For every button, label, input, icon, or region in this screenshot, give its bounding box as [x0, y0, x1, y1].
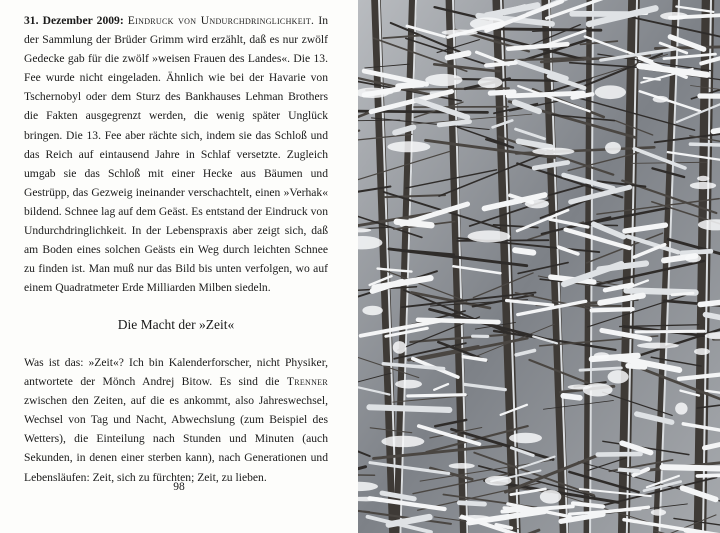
entry-body: In der Sammlung der Brüder Grimm wird erzählt, daß es nur zwölf Gedecke gab für die zwölf »weisen Frauen des Landes«. Die 13. Fee wurde nicht eingeladen. Ähnlich wie bei der Havarie von Tschernobyl oder dem Sturz des Bankhauses Lehman Brothers die Fakten ausgegrenzt werden, die wenig später Unglück bringen. Die 13. Fee aber rächte sich, indem sie das Schloß und das Reich auf eintausend Jahre in Schlaf versetzte. Zugleich umgab sie das Schloß mit einer Hecke aus Bäumen und Gestrüpp, das Gezweig ineinander verschachtelt, einen »Verhak« bildend. Schnee lag auf dem Geäst. Es entstand der Eindruck von Undurchdringlichkeit. In der Lebenspraxis aber zeigt sich, daß am Boden eines solchen Geästs ein Weg durch leichten Schnee zu finden ist. Man muß nur das Bild bis unten verfolgen, wo auf einem Quadratmeter Erde Milliarden Milben siedeln. [24, 14, 328, 295]
snow-clump [540, 490, 561, 504]
snow-on-branch [515, 250, 533, 252]
snow-on-branch [439, 121, 469, 124]
snow-clump [690, 182, 716, 189]
snow-clump [675, 402, 687, 414]
snow-clump [509, 433, 542, 444]
section-paragraph [24, 353, 328, 487]
snow-clump [468, 230, 511, 242]
entry-caps-lead: Eindruck von Undurchdringlichkeit. [127, 14, 315, 27]
snow-on-branch [369, 407, 449, 410]
snow-on-branch [697, 475, 720, 476]
snow-on-branch [563, 396, 580, 398]
snow-clump [605, 142, 621, 154]
snow-on-branch [486, 63, 516, 66]
snow-clump [395, 380, 422, 389]
snowy-branches-photo [358, 0, 720, 533]
snow-clump [660, 12, 688, 20]
page-number: 98 [173, 481, 185, 493]
snow-clump [362, 306, 382, 315]
snow-clump [583, 383, 613, 396]
section-body-end: zwischen den Zeiten, auf die es ankommt, also Jahreswechsel, Wechsel von Tag und Nacht, Abwechslung (zum Beispiel des Wetters), die Einteilung nach Stunden und Minuten (auch Sekunden, in denen einer sterben kann), nach Generationen und Lebensläufen: Zeit, sich zu fürchten; Zeit, zu lieben. [24, 394, 328, 484]
snow-clump [594, 352, 609, 359]
snow-on-branch [636, 331, 704, 332]
snow-clump [653, 96, 669, 103]
snow-clump [470, 17, 506, 30]
snow-on-branch [663, 467, 720, 468]
snow-clump [651, 509, 666, 516]
section-heading: Die Macht der »Zeit« [117, 317, 235, 332]
snow-on-branch [592, 309, 633, 310]
snow-clump [595, 85, 626, 99]
snow-on-branch [459, 503, 484, 504]
right-page-photo [358, 0, 720, 533]
entry-paragraph [24, 11, 328, 297]
snow-clump [525, 199, 549, 208]
snow-on-branch [398, 84, 422, 86]
snow-clump [459, 515, 491, 521]
snow-clump [485, 476, 512, 486]
section-caps-word: Trenner [286, 375, 328, 389]
snow-on-branch [682, 251, 711, 253]
snow-on-branch [690, 144, 720, 146]
snow-clump [697, 176, 709, 181]
snow-on-branch [626, 290, 695, 292]
snow-clump [694, 348, 710, 355]
left-page [0, 0, 358, 533]
snow-on-branch [408, 395, 465, 396]
snow-on-branch [620, 470, 638, 472]
snow-clump [608, 370, 629, 383]
snow-on-branch [700, 302, 720, 305]
snow-on-branch [672, 293, 693, 295]
snow-clump [449, 463, 475, 469]
snow-clump [685, 254, 701, 262]
snow-clump [532, 148, 574, 155]
snow-clump [381, 436, 424, 447]
snow-clump [637, 343, 679, 349]
section-body-start: Was ist das: »Zeit«? Ich bin Kalenderforscher, nicht Physiker, antwortete der Mönch Andrej Bitow. Es sind die [24, 356, 328, 389]
snow-clump [478, 77, 503, 88]
entry-date: 31. Dezember 2009: [24, 14, 124, 27]
snow-on-branch [628, 366, 644, 367]
snow-clump [387, 141, 430, 152]
snow-clump [425, 74, 462, 86]
snow-on-branch [598, 454, 641, 455]
snow-on-branch [397, 222, 432, 225]
snow-clump [393, 341, 406, 354]
snow-on-branch [490, 92, 514, 93]
snow-clump [442, 29, 478, 35]
